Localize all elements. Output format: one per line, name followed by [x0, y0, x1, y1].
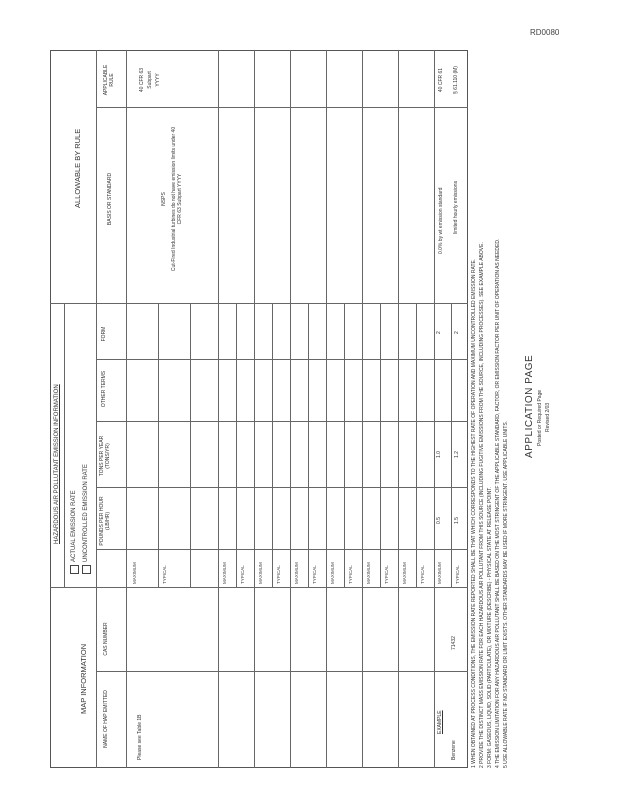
row-label: MAXIMUM — [132, 562, 137, 584]
rule-text-3: YYYY — [155, 73, 161, 87]
divider-emission-allowable — [50, 303, 468, 304]
map-note: Please see Table 1B — [137, 714, 143, 760]
example-row-label-max: MAXIMUM — [437, 562, 442, 584]
emission-row-line — [416, 304, 417, 588]
row-label: TYPICAL — [384, 565, 389, 584]
example-form-max: 2 — [436, 331, 442, 334]
emission-row-line — [272, 304, 273, 588]
row-label: TYPICAL — [312, 565, 317, 584]
allowable-row-line — [398, 50, 399, 304]
example-tpy-max: 1.0 — [436, 451, 442, 458]
emission-row-line — [190, 304, 191, 588]
emission-row-line — [308, 304, 309, 588]
emission-col-header-line — [126, 304, 127, 588]
allowable-row-line — [254, 50, 255, 304]
emission-row-line — [218, 304, 219, 588]
map-row-line — [218, 588, 219, 768]
actual-rate-checkbox[interactable] — [70, 565, 79, 574]
page-date: Revised 2/03 — [545, 402, 551, 432]
footnote-2: 2 PROVIDE THE DISTINCT MASS EMISSION RATE FOR EACH HAZARDOUS AIR POLLUTANT FROM THIS SOURCE (INCLUDING FUGITIVE EMISSIONS FROM THE SOURCE, INCLUDING PROCESSES). SEE EXAMPLE ABOVE. — [479, 242, 485, 768]
allowable-row-line — [362, 50, 363, 304]
divider-map-emission — [50, 587, 468, 588]
example-allowable-1: 0.0% by wt emission standard — [438, 187, 444, 254]
allowable-row-line — [218, 50, 219, 304]
row-label: MAXIMUM — [402, 562, 407, 584]
row-label: MAXIMUM — [222, 562, 227, 584]
col-form: FORM — [101, 326, 107, 342]
emission-row-line — [344, 304, 345, 588]
map-header-line — [96, 588, 97, 768]
example-tpy-typ: 1.2 — [454, 451, 460, 458]
example-row-label-typ: TYPICAL — [455, 565, 460, 584]
emission-col-line — [96, 421, 468, 422]
example-form-typ: 2 — [454, 331, 460, 334]
row-label: MAXIMUM — [294, 562, 299, 584]
allowable-col-basis: BASIS OR STANDARD — [107, 172, 113, 226]
footnote-5: 5 USE ALLOWABLE RATE IF NO STANDARD OR LIMIT EXISTS. OTHER STANDARDS MAY BE USED IF MORE STRINGENT. USE APPLICABLE UNITS. — [503, 420, 509, 768]
map-col-header-line — [126, 588, 127, 768]
footnote-3: 3 FORM: GASEOUS, LIQUID, SOLID (PARTICULATE), OR MIXTURE (DESCRIBE) - PHYSICAL STATE AT RELEASE POINT. — [487, 486, 493, 768]
example-label: EXAMPLE — [437, 710, 443, 734]
emission-row-line — [434, 304, 435, 588]
allowable-row-line — [326, 50, 327, 304]
footnote-4: 4 THE EMISSION LIMITATION FOR ANY HAZARDOUS AIR POLLUTANT SHALL BE BASED ON THE MOST STRINGENT OF THE APPLICABLE STANDARD, FACTOR, OR EMISSION FACTOR PER UNIT OF OPERATION AS NEEDED. — [495, 238, 501, 768]
title-underline — [64, 304, 65, 588]
map-row-line — [398, 588, 399, 768]
row-label: MAXIMUM — [366, 562, 371, 584]
allowable-row-line — [434, 50, 435, 304]
emission-row-line — [290, 304, 291, 588]
uncontrolled-rate-label: UNCONTROLLED EMISSION RATE — [83, 464, 89, 562]
example-allowable-2: limited hourly emissions — [453, 180, 459, 234]
map-row-line — [434, 588, 435, 768]
map-row-line — [362, 588, 363, 768]
emission-header-line — [96, 304, 97, 588]
map-section-title: MAP INFORMATION — [79, 643, 88, 714]
page-subtitle: Posted or Required Page — [537, 389, 543, 446]
example-lbhr-max: 0.5 — [436, 517, 442, 524]
row-label: TYPICAL — [162, 565, 167, 584]
emission-col-line — [96, 549, 468, 550]
actual-rate-label: ACTUAL EMISSION RATE — [71, 490, 77, 562]
footnote-1: 1 WHEN OBTAINED AT PROCESS CONDITIONS, THE EMISSION RATE REPORTED SHALL BE THAT WHICH CORRESPONDS TO THE HIGHEST RATE OF OPERATION AND MAXIMUM UNCONTROLLED EMISSION RATE. — [471, 258, 477, 768]
row-label: TYPICAL — [276, 565, 281, 584]
emission-row-line — [326, 304, 327, 588]
example-lbhr-typ: 1.5 — [454, 517, 460, 524]
allowable-col-header-line — [126, 50, 127, 304]
row-label: TYPICAL — [240, 565, 245, 584]
example-rule-1: 40 CFR 61 — [438, 67, 444, 93]
allowable-col-rule: APPLICABLE RULE — [103, 64, 115, 96]
emission-row-line — [158, 304, 159, 588]
allowable-row-line — [290, 50, 291, 304]
hap-emission-form — [44, 44, 564, 774]
emission-row-line — [236, 304, 237, 588]
map-col-hap-name: NAME OF HAP EMITTED — [103, 690, 109, 748]
row-label: TYPICAL — [420, 565, 425, 584]
allowable-col-divider — [96, 107, 468, 108]
map-col-cas-number: CAS NUMBER — [103, 622, 109, 656]
example-cas: 71432 — [451, 636, 457, 650]
rule-text-1: 40 CFR 63 — [139, 67, 145, 93]
map-row-line — [254, 588, 255, 768]
map-row-line — [290, 588, 291, 768]
emission-row-line — [398, 304, 399, 588]
rotated-form-wrapper — [44, 44, 564, 774]
allowable-title: ALLOWABLE BY RULE — [73, 128, 82, 208]
rule-text-2: Subpart — [147, 71, 153, 89]
allowable-nsps: NSPS — [161, 192, 167, 206]
allowable-note: Cut-Fired Industrial turbines do not have emission limits under 40 CFR 63 Subpart YYYY — [171, 126, 183, 272]
page-title: APPLICATION PAGE — [524, 354, 535, 458]
emission-col-line — [96, 487, 468, 488]
example-rule-2: § 61.110 (M) — [453, 66, 459, 94]
col-lb-hr: POUNDS PER HOUR (LB/HR) — [99, 496, 111, 546]
section-title: HAZARDOUS AIR POLLUTANT EMISSION INFORMATION — [54, 384, 60, 544]
map-row-line — [326, 588, 327, 768]
example-hap-name: Benzene — [451, 740, 457, 760]
emission-row-line — [451, 304, 452, 588]
col-tons-yr: TONS PER YEAR (TONS/YR) — [99, 435, 111, 477]
emission-row-line — [362, 304, 363, 588]
uncontrolled-rate-checkbox[interactable] — [82, 565, 91, 574]
allowable-header-line — [96, 50, 97, 304]
emission-col-line — [96, 359, 468, 360]
row-label: TYPICAL — [348, 565, 353, 584]
emission-row-line — [254, 304, 255, 588]
row-label: MAXIMUM — [258, 562, 263, 584]
map-col-divider — [96, 671, 468, 672]
page-id: RD0080 — [530, 28, 560, 37]
row-label: MAXIMUM — [330, 562, 335, 584]
emission-row-line — [380, 304, 381, 588]
col-other-terms: OTHER TERMS — [101, 370, 107, 408]
